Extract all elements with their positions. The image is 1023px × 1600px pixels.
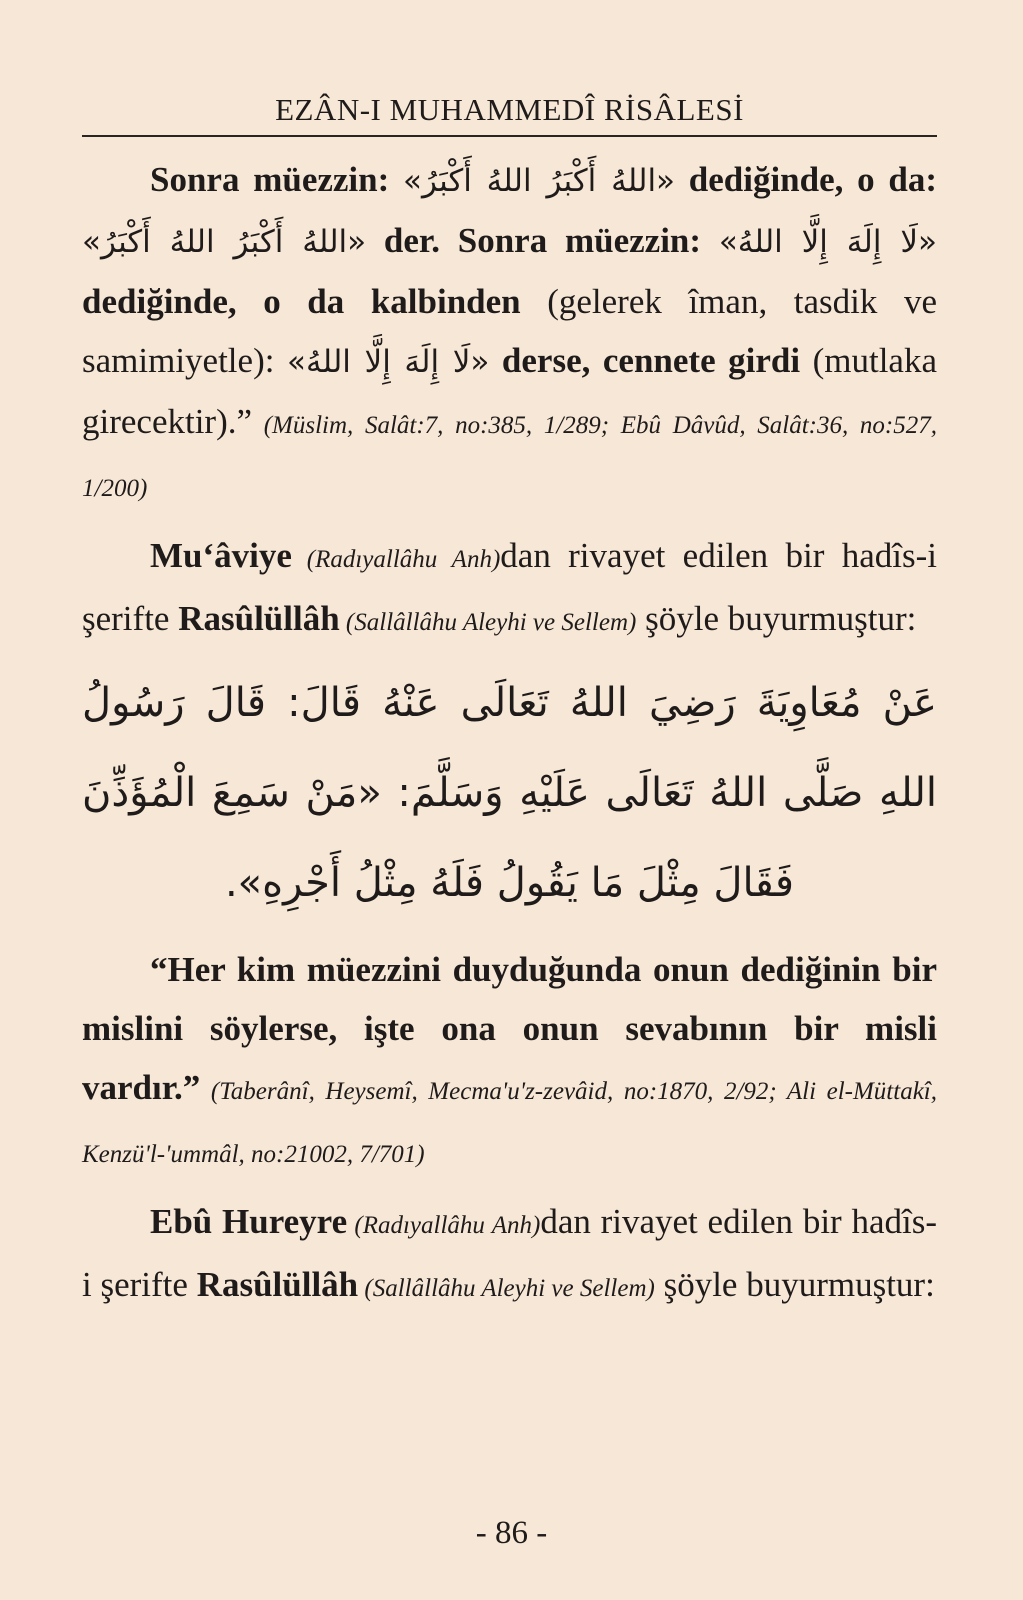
p2-prophet: Rasûlüllâh: [178, 599, 340, 638]
p4-text-f: şöyle buyurmuştur:: [654, 1265, 935, 1304]
p1-text-a: Sonra müezzin:: [150, 160, 404, 199]
p4-name: Ebû Hureyre: [150, 1202, 348, 1241]
running-header: EZÂN-I MUHAMMEDÎ RİSÂLESİ: [275, 92, 744, 127]
p2-name: Mu‘âviye: [150, 536, 292, 575]
paragraph-1: [82, 150, 937, 518]
p1-text-d: dediğinde, o da kalbinden: [82, 282, 548, 321]
p1-text-e: (gelerek îman, tasdik ve samimiyetle):: [82, 282, 937, 380]
paragraph-3: [82, 940, 937, 1184]
page-body: [82, 150, 937, 1318]
p1-citation: (Müslim, Salât:7, no:385, 1/289; Ebû Dâvûd, Salât:36, no:527, 1/200): [82, 412, 937, 502]
p1-arabic-3: «لَا إِلَهَ إِلَّا اللهُ»: [718, 224, 938, 260]
p2-salawat: (Sallâllâhu Aleyhi ve Sellem): [339, 609, 637, 636]
p3-citation: (Taberânî, Heysemî, Mecma'u'z-zevâid, no:1870, 2/92; Ali el-Müttakî, Kenzü'l-'ummâl, no:21002, 7/701): [82, 1078, 937, 1168]
p1-arabic-2: «اللهُ أَكْبَرُ اللهُ أَكْبَرُ»: [82, 224, 367, 260]
p1-text-f: derse, cennete girdi: [489, 341, 813, 380]
p1-arabic-1: «اللهُ أَكْبَرُ اللهُ أَكْبَرُ»: [403, 163, 676, 199]
page-number: - 86 -: [475, 1515, 548, 1551]
p4-salawat: (Sallâllâhu Aleyhi ve Sellem): [358, 1275, 655, 1302]
p2-text-f: şöyle buyurmuştur:: [636, 599, 917, 638]
paragraph-4: [82, 1192, 937, 1318]
p1-text-b: dediğinde, o da:: [675, 160, 937, 199]
arabic-hadith: عَنْ مُعَاوِيَةَ رَضِيَ اللهُ تَعَالَى عَنْهُ قَالَ: قَالَ رَسُولُ اللهِ صَلَّى اللهُ تَعَالَى عَلَيْهِ وَسَلَّمَ: «مَنْ سَمِعَ الْمُؤَذِّنَ فَقَالَ مِثْلَ مَا يَقُولُ فَلَهُ مِثْلُ أَجْرِهِ».: [82, 680, 937, 906]
header-rule: [82, 135, 937, 137]
p4-prophet: Rasûlüllâh: [196, 1265, 359, 1304]
p4-text-c: dan rivayet edilen bir hadîs-i şerifte: [82, 1202, 937, 1304]
paragraph-2: [82, 526, 937, 652]
p2-text-c: dan rivayet edilen bir hadîs-i şerifte: [82, 536, 937, 638]
p2-honorific: (Radıyallâhu Anh): [291, 546, 501, 573]
p1-text-g: (mutlaka girecektir).”: [82, 341, 937, 441]
p4-honorific: (Radıyallâhu Anh): [347, 1212, 541, 1239]
p3-translation: “Her kim müezzini duyduğunda onun dediğinin bir mislini söylerse, işte ona onun sevabının bir misli vardır.”: [82, 950, 937, 1107]
p1-text-c: der. Sonra müezzin:: [366, 221, 719, 260]
p1-arabic-4: «لَا إِلَهَ إِلَّا اللهُ»: [286, 344, 490, 380]
